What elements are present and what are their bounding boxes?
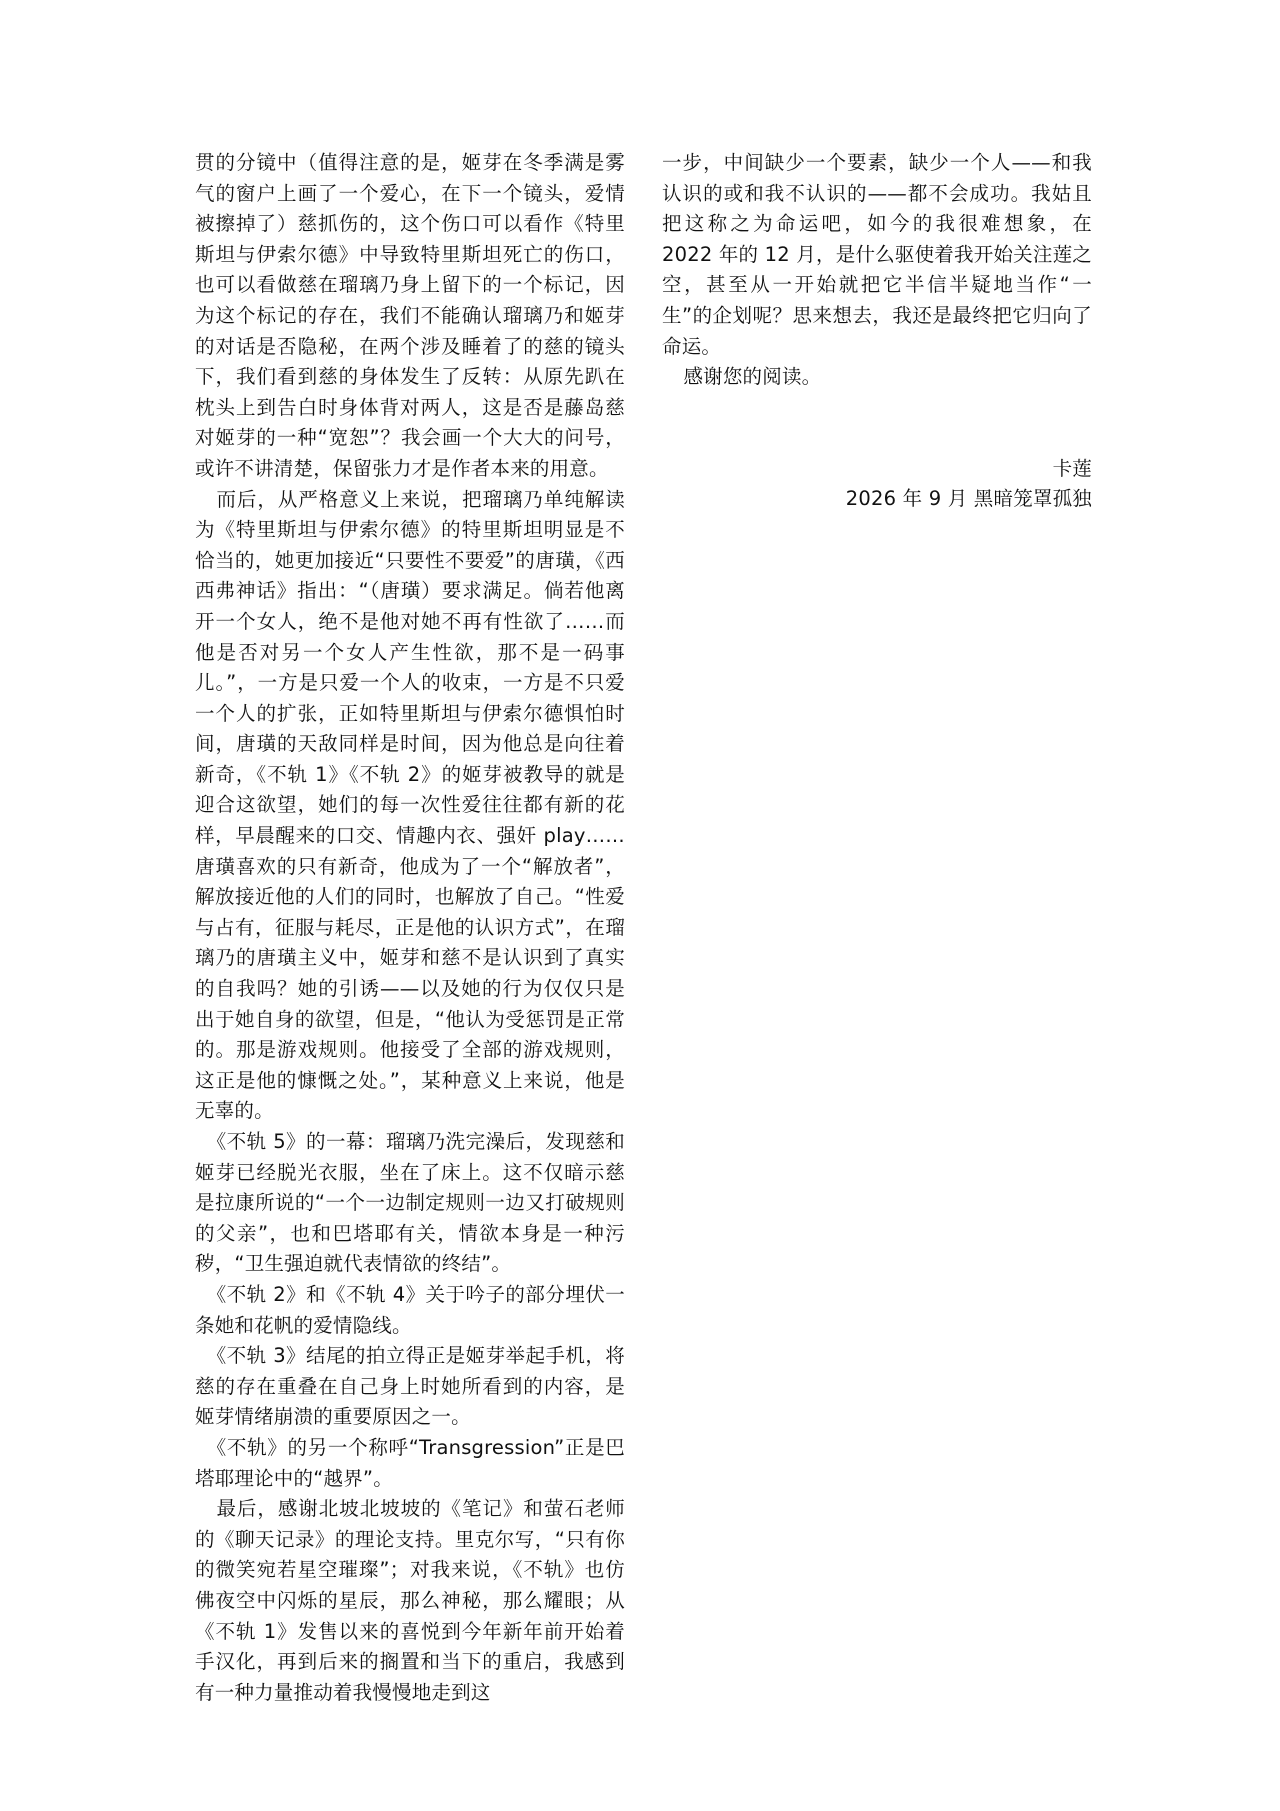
left-column <box>195 148 625 1708</box>
right-column <box>662 148 1092 515</box>
paragraph-acknowledgements: 最后，感谢北坡北坡坡的《笔记》和萤石老师的《聊天记录》的理论支持。里克尔写，“只有你的微笑宛若星空璀璨”；对我来说，《不轨》也仿佛夜空中闪烁的星辰，那么神秘，那么耀眼；从《不轨 1》发售以来的喜悦到今年新年前开始着手汉化，再到后来的搁置和当下的重启，我感到有一种力量推动着我慢慢地走到这 <box>195 1497 625 1704</box>
signature-author: 卡莲 <box>1052 456 1092 480</box>
paragraph-thanks-for-reading: 感谢您的阅读。 <box>683 365 822 389</box>
paragraph-don-juan: 而后，从严格意义上来说，把瑠璃乃单纯解读为《特里斯坦与伊索尔德》的特里斯坦明显是不恰当的，她更加接近“只要性不要爱”的唐璜，《西西弗神话》指出：“（唐璜）要求满足。倘若他离开一个女人，绝不是他对她不再有性欲了……而他是否对另一个女人产生性欲，那不是一码事儿。”，一方是只爱一个人的收束，一方是不只爱一个人的扩张，正如特里斯坦与伊索尔德惧怕时间，唐璜的天敌同样是时间，因为他总是向往着新奇，《不轨 1》《不轨 2》的姬芽被教导的就是迎合这欲望，她们的每一次性爱往往都有新的花样，早晨醒来的口交、情趣内衣、强奸 play……唐璜喜欢的只有新奇，他成为了一个“解放者”，解放接近他的人们的同时，也解放了自己。“性爱与占有，征服与耗尽，正是他的认识方式”，在瑠璃乃的唐璜主义中，姬芽和慈不是认识到了真实的自我吗？她的引诱——以及她的行为仅仅只是出于她自身的欲望，但是，“他认为受惩罚是正常的。那是游戏规则。他接受了全部的游戏规则，这正是他的慷慨之处。”，某种意义上来说，他是无辜的。 <box>195 487 625 1123</box>
paragraph-transgression-2-4: 《不轨 2》和《不轨 4》关于吟子的部分埋伏一条她和花帆的爱情隐线。 <box>195 1282 625 1337</box>
paragraph-transgression-name: 《不轨》的另一个称呼“Transgression”正是巴塔耶理论中的“越界”。 <box>195 1435 625 1490</box>
paragraph-storyboard-wound: 贯的分镜中（值得注意的是，姬芽在冬季满是雾气的窗户上画了一个爱心，在下一个镜头，爱情被擦掉了）慈抓伤的，这个伤口可以看作《特里斯坦与伊索尔德》中导致特里斯坦死亡的伤口，也可以看做慈在瑠璃乃身上留下的一个标记，因为这个标记的存在，我们不能确认瑠璃乃和姬芽的对话是否隐秘，在两个涉及睡着了的慈的镜头下，我们看到慈的身体发生了反转：从原先趴在枕头上到告白时身体背对两人，这是否是藤岛慈对姬芽的一种“宽恕”？我会画一个大大的问号，或许不讲清楚，保留张力才是作者本来的用意。 <box>195 151 625 480</box>
signature-spacer <box>662 393 1092 454</box>
signature-date: 2026 年 9 月 黑暗笼罩孤独 <box>845 487 1092 511</box>
paragraph-fate: 一步，中间缺少一个要素，缺少一个人——和我认识的或和我不认识的——都不会成功。我姑且把这称之为命运吧，如今的我很难想象，在 2022 年的 12 月，是什么驱使着我开始关注莲之空，甚至从一开始就把它半信半疑地当作“一生”的企划呢？思来想去，我还是最终把它归向了命运。 <box>662 151 1092 358</box>
paragraph-transgression-5: 《不轨 5》的一幕：瑠璃乃洗完澡后，发现慈和姬芽已经脱光衣服，坐在了床上。这不仅暗示慈是拉康所说的“一个一边制定规则一边又打破规则的父亲”，也和巴塔耶有关，情欲本身是一种污秽，“卫生强迫就代表情欲的终结”。 <box>195 1130 625 1276</box>
paragraph-transgression-3: 《不轨 3》结尾的拍立得正是姬芽举起手机，将慈的存在重叠在自己身上时她所看到的内容，是姬芽情绪崩溃的重要原因之一。 <box>195 1344 625 1429</box>
